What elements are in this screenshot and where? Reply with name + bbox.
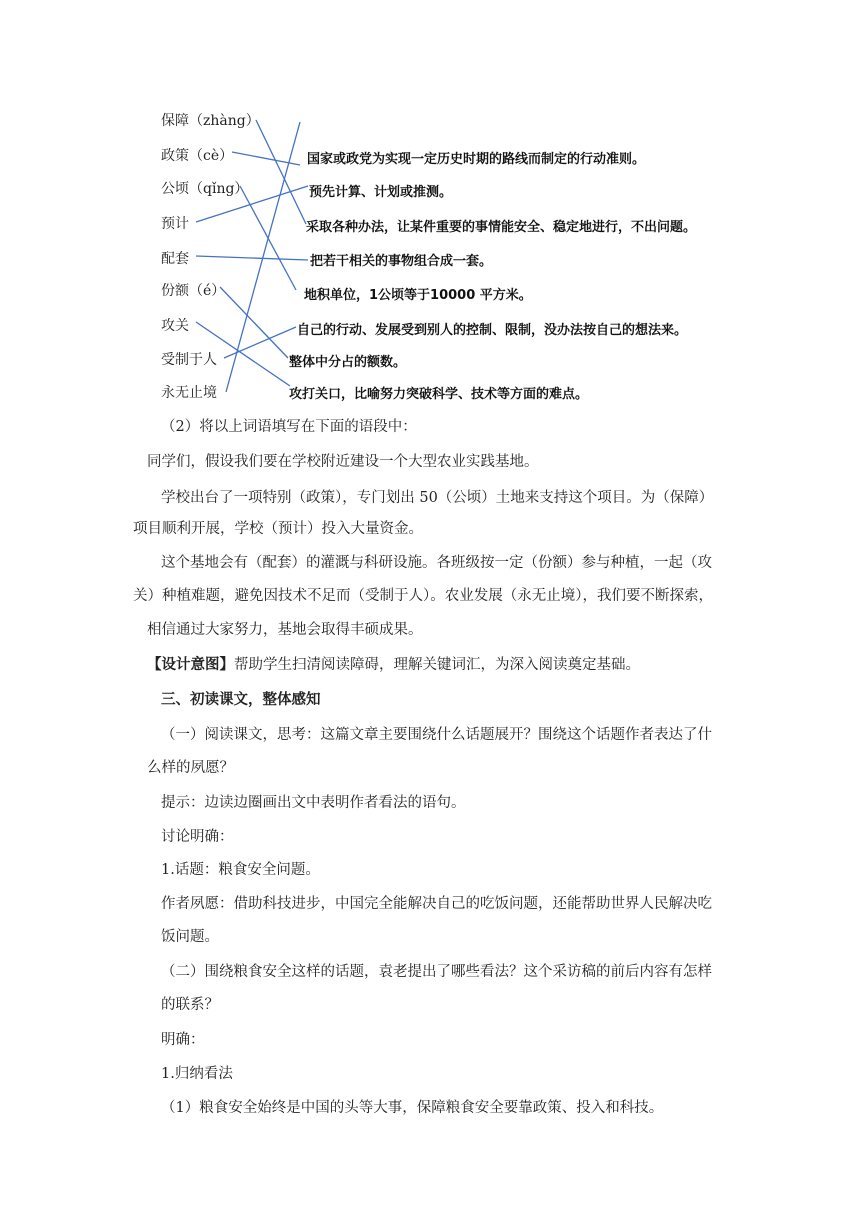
term-shouzhiyuren: 受制于人 (161, 352, 217, 368)
definition-1: 国家或政党为实现一定历史时期的路线而制定的行动准则。 (307, 152, 646, 167)
definition-4: 把若干相关的事物组合成一套。 (310, 254, 493, 269)
design-intent-text: 帮助学生扫清阅读障碍，理解关键词汇，为深入阅读奠定基础。 (234, 657, 640, 673)
term-peitao: 配套 (161, 251, 189, 267)
design-intent (147, 653, 640, 674)
wish-line2: 饭问题。 (161, 929, 219, 945)
term-gongqing: 公顷（qǐng） (161, 181, 249, 197)
definition-5: 地积单位，1公顷等于10000 平方米。 (304, 288, 532, 303)
question-2-line2: 的联系？ (161, 997, 219, 1013)
match-line (220, 287, 288, 358)
term-zhengce: 政策（cè） (161, 148, 234, 164)
definition-8: 攻打关口，比喻努力突破科学、技术等方面的难点。 (289, 387, 589, 402)
term-yongwuzhijing: 永无止境 (161, 385, 217, 401)
instruction-fill: （2）将以上词语填写在下面的语段中： (161, 419, 417, 435)
question-1-line1: （一）阅读课文，思考：这篇文章主要围绕什么话题展开？围绕这个话题作者表达了什 (161, 727, 712, 743)
design-intent-label: 【设计意图】 (147, 656, 234, 673)
term-baozhang: 保障（zhàng） (161, 113, 260, 129)
wish-line1: 作者夙愿：借助科技进步，中国完全能解决自己的吃饭问题，还能帮助世界人民解决吃 (161, 896, 712, 912)
section-heading-3: 三、初读课文，整体感知 (161, 691, 321, 708)
match-line (196, 256, 308, 260)
clarify-label: 明确： (161, 1032, 205, 1048)
definition-7: 整体中分占的额数。 (289, 355, 407, 370)
term-gongguan: 攻关 (161, 318, 189, 334)
term-fene: 份额（é） (161, 283, 226, 299)
definition-2: 预先计算、计划或推测。 (309, 185, 453, 200)
matching-lines (0, 0, 860, 420)
match-line (256, 120, 306, 224)
definition-6: 自己的行动、发展受到别人的控制、限制，没办法按自己的想法来。 (297, 323, 688, 338)
point-1: （1）粮食安全始终是中国的头等大事，保障粮食安全要靠政策、投入和科技。 (161, 1100, 664, 1116)
discussion-label: 讨论明确： (161, 829, 234, 845)
paragraph-facility-line3: 相信通过大家努力，基地会取得丰硕成果。 (147, 622, 423, 638)
topic-text: 1.话题：粮食安全问题。 (161, 862, 320, 878)
paragraph-intro: 同学们，假设我们要在学校附近建设一个大型农业实践基地。 (147, 454, 539, 470)
definition-3: 采取各种办法，让某件重要的事情能安全、稳定地进行，不出问题。 (306, 220, 697, 235)
paragraph-facility-line2: 关）种植难题，避免因技术不足而（受制于人）。农业发展（永无止境），我们要不断探索， (133, 588, 713, 604)
paragraph-policy-line1: 学校出台了一项特别（政策），专门划出 50（公顷）土地来支持这个项目。为（保障） (161, 490, 714, 506)
paragraph-facility-line1: 这个基地会有（配套）的灌溉与科研设施。各班级按一定（份额）参与种植，一起（攻 (161, 555, 712, 571)
summary-heading: 1.归纳看法 (161, 1066, 233, 1082)
question-2-line1: （二）围绕粮食安全这样的话题，袁老提出了哪些看法？这个采访稿的前后内容有怎样 (161, 964, 712, 980)
match-line (224, 327, 296, 358)
paragraph-policy-line2: 项目顺利开展，学校（预计）投入大量资金。 (133, 521, 423, 537)
hint-text: 提示：边读边圈画出文中表明作者看法的语句。 (161, 795, 466, 811)
question-1-line2: 么样的夙愿？ (147, 760, 234, 776)
term-yuji: 预计 (161, 216, 189, 232)
